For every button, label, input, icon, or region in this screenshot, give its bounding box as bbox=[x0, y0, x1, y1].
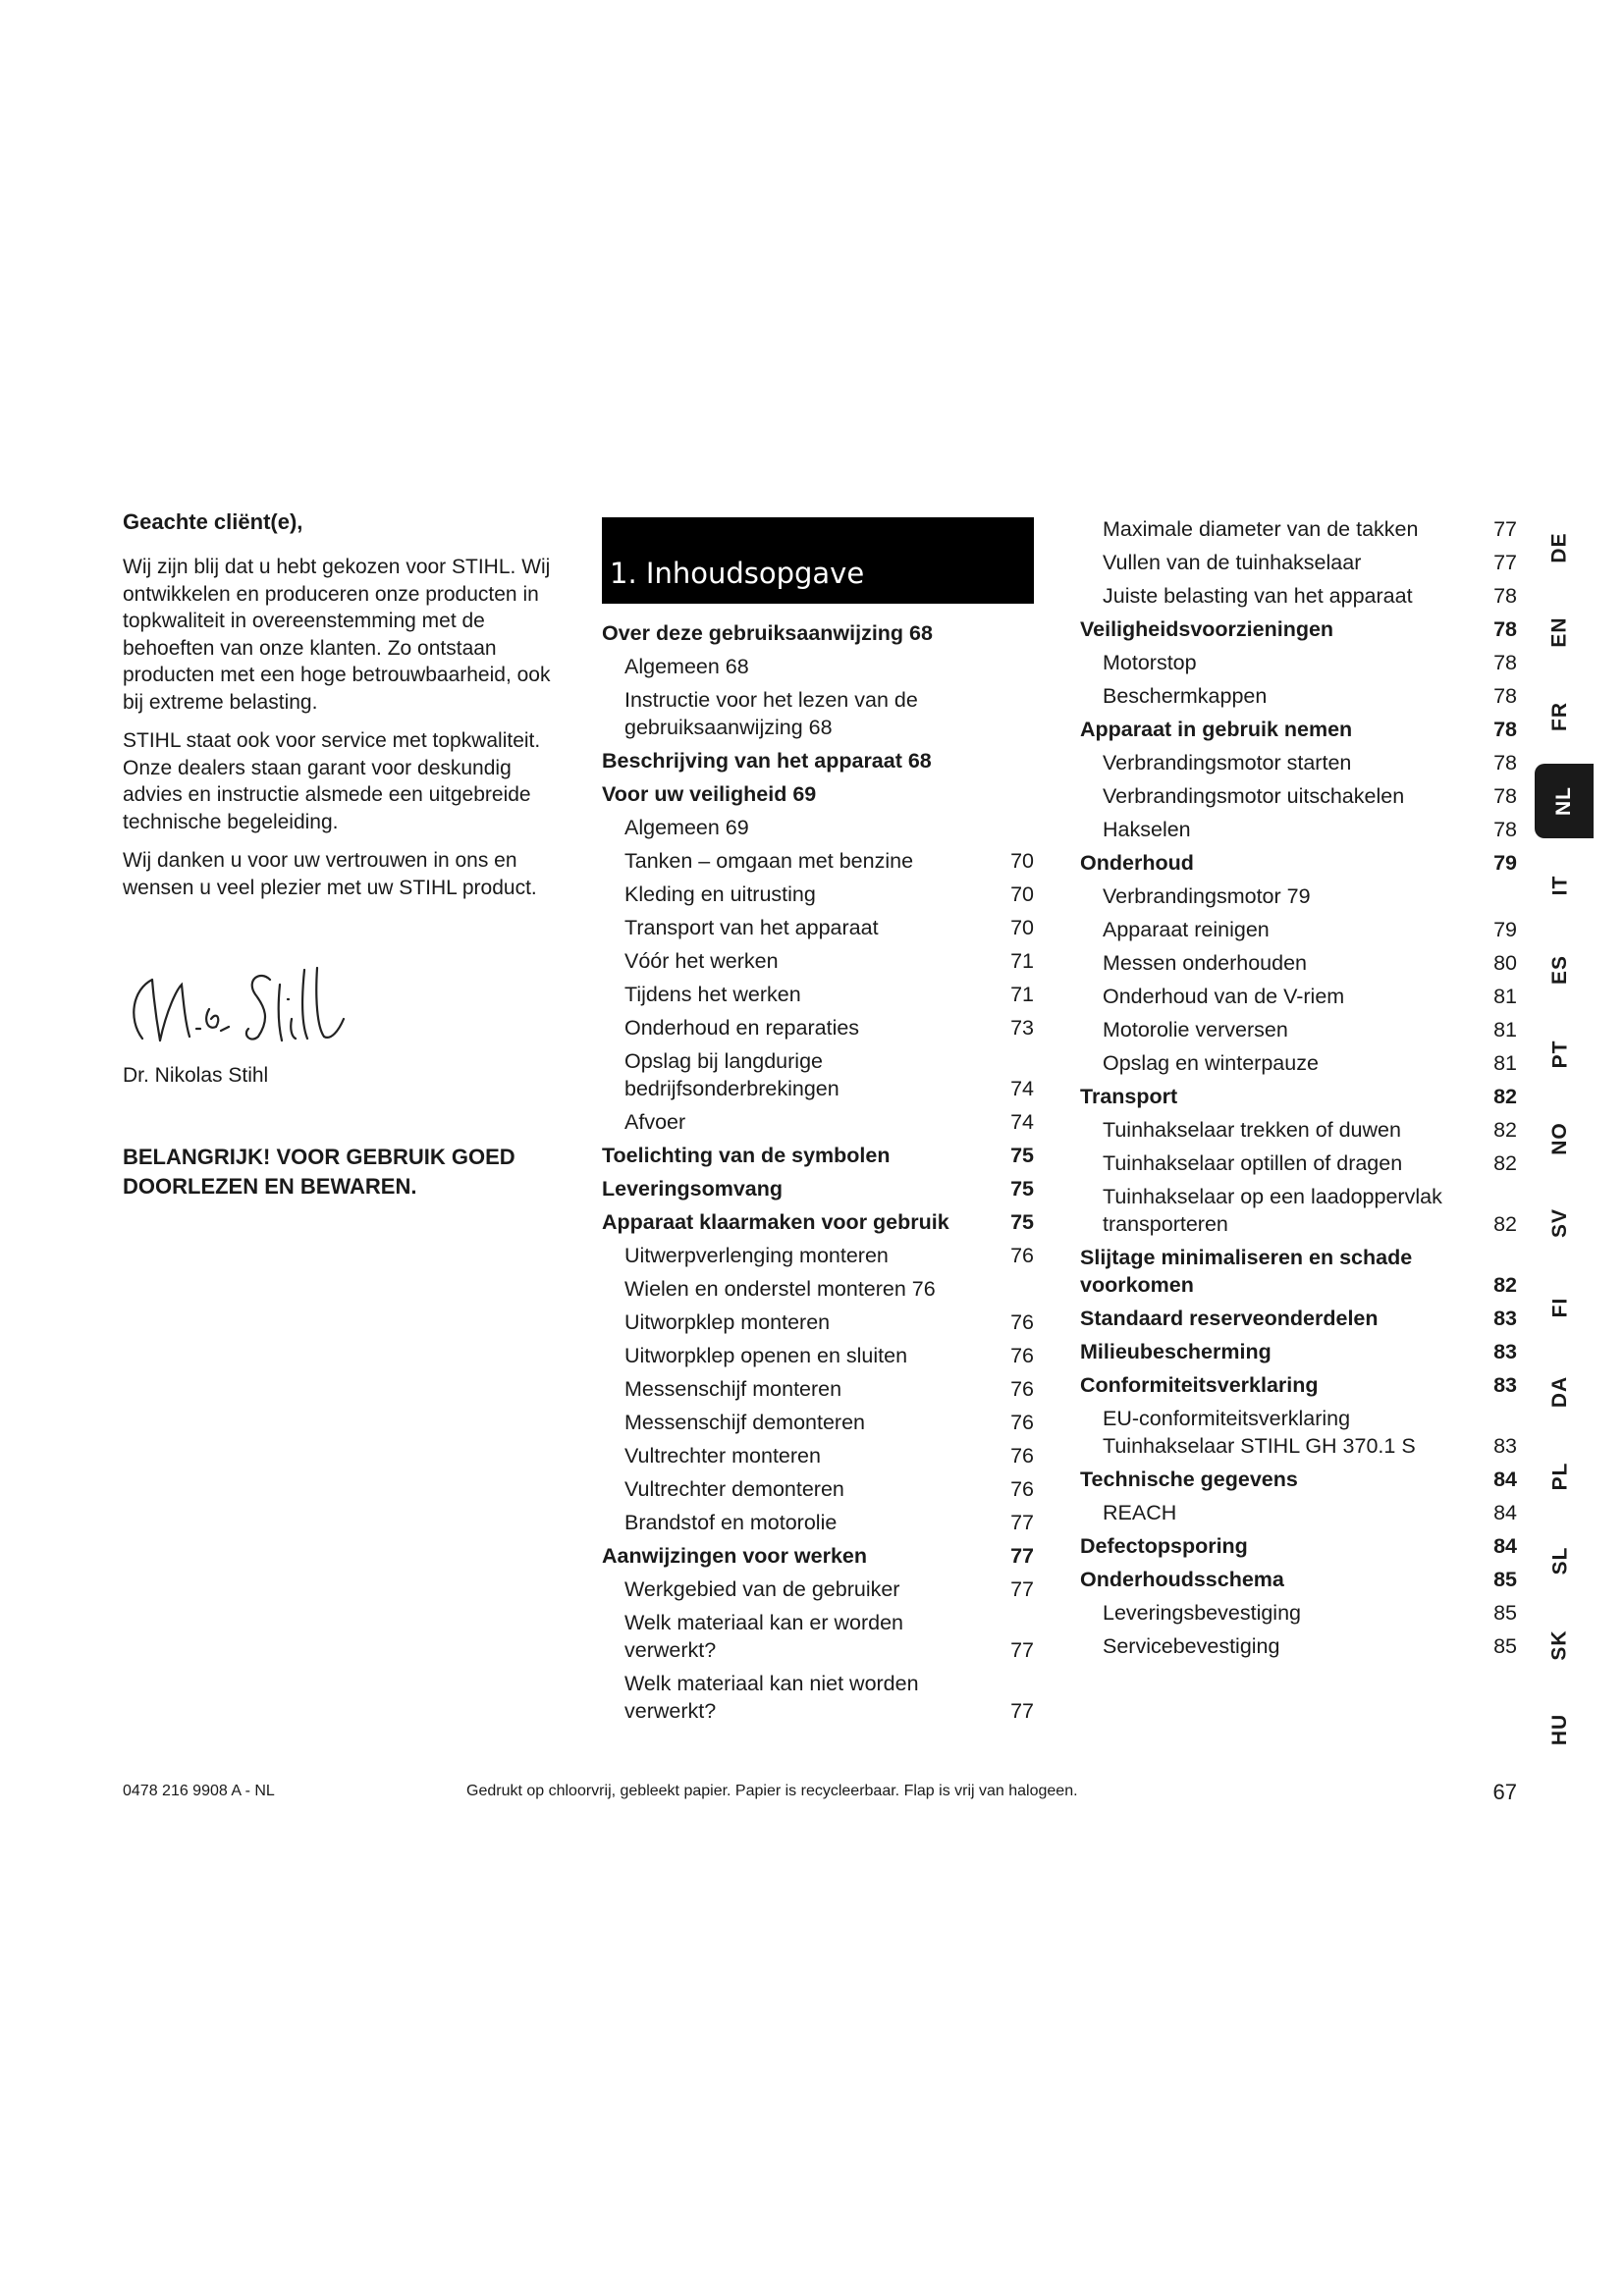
toc-entry bbox=[602, 686, 1034, 741]
toc-entry bbox=[602, 981, 1034, 1008]
language-tab-da bbox=[1535, 1372, 1586, 1412]
toc-entry-title: Beschermkappen bbox=[1103, 684, 1268, 708]
toc-entry-title: Tuinhakselaar op een laadoppervlak transporteren bbox=[1103, 1185, 1442, 1236]
document-code: 0478 216 9908 A - NL bbox=[123, 1783, 275, 1799]
toc-entry-page: 84 bbox=[1493, 1501, 1517, 1524]
toc-entry-title: Tuinhakselaar optillen of dragen bbox=[1103, 1151, 1403, 1175]
toc-entry-title: Leveringsbevestiging bbox=[1103, 1601, 1301, 1625]
warning-line: BELANGRIJK! VOOR GEBRUIK GOED bbox=[123, 1145, 515, 1169]
toc-entry-page: 70 bbox=[1010, 916, 1034, 939]
toc-entry-page: 84 bbox=[1493, 1534, 1517, 1558]
toc-entry-title: Milieubescherming bbox=[1080, 1340, 1272, 1363]
toc-entry bbox=[602, 1475, 1034, 1503]
toc-entry-title: Technische gegevens bbox=[1080, 1468, 1298, 1491]
toc-entry-page: 83 bbox=[1493, 1373, 1517, 1397]
toc-entry-title: Werkgebied van de gebruiker bbox=[624, 1577, 900, 1601]
toc-entry-page: 85 bbox=[1493, 1568, 1517, 1591]
language-tab-label: EN bbox=[1548, 616, 1571, 648]
toc-entry-title: Onderhoud van de V-riem bbox=[1103, 985, 1345, 1008]
language-tab-label: NL bbox=[1552, 786, 1575, 816]
letter-paragraph: Wij zijn blij dat u hebt gekozen voor STIHL. Wij ontwikkelen en produceren onze producten in topkwaliteit in overeenstemming met de behoeften van onze klanten. Zo ontstaan producten met een hoge betrouwbaarheid, ook bij extreme belasting. bbox=[123, 556, 551, 714]
toc-entry-page: 78 bbox=[1493, 684, 1517, 708]
toc-entry bbox=[1080, 916, 1517, 943]
toc-entry bbox=[602, 1142, 1034, 1169]
toc-entry-page: 74 bbox=[1010, 1110, 1034, 1134]
toc-entry-title: Verbrandingsmotor starten bbox=[1103, 751, 1352, 774]
toc-entry bbox=[1080, 582, 1517, 610]
letter-paragraph: STIHL staat ook voor service met topkwaliteit. Onze dealers staan garant voor deskundig advies en instructie alsmede een uitgebreide technische begeleiding. bbox=[123, 729, 541, 833]
toc-entry bbox=[1080, 1183, 1517, 1238]
toc-entry bbox=[1080, 849, 1517, 877]
language-tab-pl bbox=[1535, 1457, 1586, 1496]
toc-entry-page: 75 bbox=[1010, 1210, 1034, 1234]
letter bbox=[123, 508, 565, 1201]
toc-entry bbox=[602, 1108, 1034, 1136]
toc-entry-title: Onderhoudsschema bbox=[1080, 1568, 1284, 1591]
toc-entry bbox=[1080, 816, 1517, 843]
toc-entry-page: 70 bbox=[1010, 849, 1034, 873]
toc-entry bbox=[602, 619, 1034, 647]
page-number: 67 bbox=[1492, 1780, 1517, 1804]
toc-entry-title: Brandstof en motorolie bbox=[624, 1511, 838, 1534]
toc-entry-title: Messen onderhouden bbox=[1103, 951, 1307, 975]
toc-entry bbox=[602, 881, 1034, 908]
toc-entry bbox=[1080, 1371, 1517, 1399]
toc-entry-page: 84 bbox=[1493, 1468, 1517, 1491]
language-tab-label: PT bbox=[1548, 1040, 1571, 1069]
toc-entry bbox=[602, 780, 1034, 808]
language-tab-sv bbox=[1535, 1203, 1586, 1243]
toc-entry bbox=[1080, 949, 1517, 977]
toc-entry-page: 80 bbox=[1493, 951, 1517, 975]
toc-entry-title: Uitworpklep monteren bbox=[624, 1310, 831, 1334]
toc-entry-title: Instructie voor het lezen van de gebruiksaanwijzing 68 bbox=[624, 688, 918, 739]
toc-entry-page: 78 bbox=[1493, 784, 1517, 808]
toc-column-middle bbox=[602, 619, 1034, 1731]
toc-entry bbox=[1080, 615, 1517, 643]
toc-entry bbox=[1080, 1566, 1517, 1593]
signature bbox=[123, 950, 378, 1053]
toc-entry-page: 77 bbox=[1493, 551, 1517, 574]
greeting: Geachte cliënt(e), bbox=[123, 509, 303, 534]
toc-entry bbox=[602, 1014, 1034, 1041]
toc-entry bbox=[602, 1542, 1034, 1570]
toc-entry bbox=[1080, 1116, 1517, 1144]
toc-entry-title: Wielen en onderstel monteren 76 bbox=[624, 1277, 936, 1301]
toc-entry-page: 79 bbox=[1493, 851, 1517, 875]
toc-entry-title: Servicebevestiging bbox=[1103, 1634, 1280, 1658]
toc-entry-title: Veiligheidsvoorzieningen bbox=[1080, 617, 1334, 641]
signer-name: Dr. Nikolas Stihl bbox=[123, 1064, 269, 1087]
toc-entry-page: 76 bbox=[1010, 1411, 1034, 1434]
toc-entry bbox=[602, 1375, 1034, 1403]
language-tab-de bbox=[1535, 528, 1586, 567]
toc-entry bbox=[602, 1242, 1034, 1269]
toc-entry bbox=[1080, 1599, 1517, 1627]
toc-entry-title: Vultrechter monteren bbox=[624, 1444, 821, 1468]
toc-entry-title: REACH bbox=[1103, 1501, 1177, 1524]
toc-entry-title: Slijtage minimaliseren en schade voorkomen bbox=[1080, 1246, 1413, 1297]
toc-entry-title: Tanken – omgaan met benzine bbox=[624, 849, 914, 873]
toc-entry bbox=[1080, 1244, 1517, 1299]
toc-entry-title: Verbrandingsmotor 79 bbox=[1103, 884, 1311, 908]
toc-entry-page: 78 bbox=[1493, 584, 1517, 608]
toc-entry bbox=[1080, 1305, 1517, 1332]
toc-entry-title: Tijdens het werken bbox=[624, 983, 801, 1006]
toc-entry bbox=[1080, 1466, 1517, 1493]
language-tab-label: DE bbox=[1548, 532, 1571, 563]
toc-entry-title: Messenschijf monteren bbox=[624, 1377, 842, 1401]
toc-entry-page: 76 bbox=[1010, 1477, 1034, 1501]
toc-entry-title: Opslag en winterpauze bbox=[1103, 1051, 1319, 1075]
toc-entry-page: 77 bbox=[1010, 1699, 1034, 1723]
language-tab-hu bbox=[1535, 1710, 1586, 1749]
language-tab-label: SV bbox=[1547, 1207, 1571, 1239]
toc-entry-page: 79 bbox=[1493, 918, 1517, 941]
toc-entry-title: Kleding en uitrusting bbox=[624, 882, 816, 906]
toc-entry-page: 78 bbox=[1493, 818, 1517, 841]
toc-entry bbox=[602, 1575, 1034, 1603]
toc-entry-title: Apparaat in gebruik nemen bbox=[1080, 718, 1353, 741]
toc-entry-title: Onderhoud en reparaties bbox=[624, 1016, 860, 1040]
language-tab-fi bbox=[1535, 1288, 1586, 1327]
warning-notice bbox=[123, 1143, 565, 1201]
language-tab-es bbox=[1535, 950, 1586, 989]
toc-entry-page: 76 bbox=[1010, 1344, 1034, 1367]
toc-entry-page: 77 bbox=[1010, 1638, 1034, 1662]
toc-entry-page: 82 bbox=[1493, 1085, 1517, 1108]
toc-entry-page: 82 bbox=[1493, 1273, 1517, 1297]
toc-entry bbox=[602, 947, 1034, 975]
language-tab-no bbox=[1535, 1119, 1586, 1158]
toc-entry bbox=[1080, 782, 1517, 810]
toc-entry-title: Algemeen 68 bbox=[624, 655, 749, 678]
toc-entry-title: Apparaat klaarmaken voor gebruik bbox=[602, 1210, 949, 1234]
language-tab-label: IT bbox=[1547, 875, 1571, 896]
toc-entry-title: Maximale diameter van de takken bbox=[1103, 517, 1419, 541]
toc-entry-page: 78 bbox=[1493, 718, 1517, 741]
toc-entry-page: 76 bbox=[1010, 1244, 1034, 1267]
toc-entry bbox=[1080, 716, 1517, 743]
toc-entry bbox=[1080, 515, 1517, 543]
toc-entry-page: 78 bbox=[1493, 751, 1517, 774]
toc-entry bbox=[602, 1509, 1034, 1536]
toc-entry-page: 77 bbox=[1010, 1577, 1034, 1601]
footer bbox=[123, 1780, 1517, 1806]
toc-entry bbox=[1080, 1149, 1517, 1177]
warning-line: DOORLEZEN EN BEWAREN. bbox=[123, 1174, 417, 1199]
toc-entry-title: Apparaat reinigen bbox=[1103, 918, 1270, 941]
toc-entry-title: Leveringsomvang bbox=[602, 1177, 783, 1201]
toc-entry-title: Transport van het apparaat bbox=[624, 916, 879, 939]
toc-entry bbox=[1080, 749, 1517, 776]
toc-entry-page: 76 bbox=[1010, 1377, 1034, 1401]
toc-entry-page: 77 bbox=[1010, 1511, 1034, 1534]
toc-entry-page: 76 bbox=[1010, 1444, 1034, 1468]
toc-entry-page: 76 bbox=[1010, 1310, 1034, 1334]
toc-entry-page: 74 bbox=[1010, 1077, 1034, 1100]
toc-entry bbox=[602, 1609, 1034, 1664]
toc-entry bbox=[602, 1442, 1034, 1469]
toc-entry-page: 82 bbox=[1493, 1212, 1517, 1236]
toc-entry-page: 82 bbox=[1493, 1118, 1517, 1142]
toc-entry-page: 83 bbox=[1493, 1307, 1517, 1330]
toc-entry bbox=[602, 1409, 1034, 1436]
language-tab-en bbox=[1535, 613, 1586, 652]
toc-entry-page: 81 bbox=[1493, 1018, 1517, 1041]
toc-entry-title: Welk materiaal kan niet worden verwerkt? bbox=[624, 1672, 919, 1723]
toc-entry bbox=[1080, 549, 1517, 576]
toc-entry bbox=[602, 1308, 1034, 1336]
language-tab-label: ES bbox=[1547, 954, 1571, 986]
toc-entry bbox=[1080, 1338, 1517, 1365]
toc-entry-page: 75 bbox=[1010, 1177, 1034, 1201]
language-tab-it bbox=[1535, 866, 1586, 905]
toc-entry bbox=[602, 1047, 1034, 1102]
toc-entry-page: 85 bbox=[1493, 1634, 1517, 1658]
toc-entry-page: 81 bbox=[1493, 985, 1517, 1008]
toc-entry-page: 70 bbox=[1010, 882, 1034, 906]
letter-paragraph: Wij danken u voor uw vertrouwen in ons en wensen u veel plezier met uw STIHL product. bbox=[123, 849, 537, 899]
toc-entry bbox=[602, 1670, 1034, 1725]
toc-entry-title: Motorstop bbox=[1103, 651, 1197, 674]
toc-entry-title: Vóór het werken bbox=[624, 949, 779, 973]
toc-entry-title: Defectopsporing bbox=[1080, 1534, 1248, 1558]
toc-entry-page: 83 bbox=[1493, 1434, 1517, 1458]
toc-entry-title: Vullen van de tuinhakselaar bbox=[1103, 551, 1362, 574]
language-tab-label: SK bbox=[1548, 1629, 1571, 1661]
toc-entry-title: Over deze gebruiksaanwijzing 68 bbox=[602, 621, 933, 645]
toc-entry bbox=[1080, 983, 1517, 1010]
language-tab-pt bbox=[1535, 1035, 1586, 1074]
toc-entry bbox=[602, 1342, 1034, 1369]
language-tab-sl bbox=[1535, 1541, 1586, 1580]
toc-entry-title: Uitwerpverlenging monteren bbox=[624, 1244, 889, 1267]
toc-entry-page: 78 bbox=[1493, 651, 1517, 674]
toc-entry bbox=[1080, 682, 1517, 710]
toc-entry-title: Messenschijf demonteren bbox=[624, 1411, 865, 1434]
toc-entry bbox=[602, 847, 1034, 875]
toc-entry-page: 82 bbox=[1493, 1151, 1517, 1175]
toc-entry bbox=[602, 653, 1034, 680]
toc-entry-page: 83 bbox=[1493, 1340, 1517, 1363]
language-tab-label: HU bbox=[1548, 1713, 1571, 1746]
toc-entry-page: 77 bbox=[1010, 1544, 1034, 1568]
toc-entry-page: 73 bbox=[1010, 1016, 1034, 1040]
toc-entry bbox=[1080, 1532, 1517, 1560]
toc-entry bbox=[602, 914, 1034, 941]
toc-entry-title: Aanwijzingen voor werken bbox=[602, 1544, 867, 1568]
toc-entry bbox=[1080, 1405, 1517, 1460]
toc-entry-title: Beschrijving van het apparaat 68 bbox=[602, 749, 932, 773]
toc-entry-title: Hakselen bbox=[1103, 818, 1191, 841]
language-tab-label: SL bbox=[1548, 1546, 1571, 1575]
toc-entry-title: Algemeen 69 bbox=[624, 816, 749, 839]
toc-entry-page: 71 bbox=[1010, 983, 1034, 1006]
toc-entry-title: Opslag bij langdurige bedrijfsonderbrekingen bbox=[624, 1049, 839, 1100]
toc-entry-page: 85 bbox=[1493, 1601, 1517, 1625]
toc-entry bbox=[1080, 1632, 1517, 1660]
toc-entry-page: 75 bbox=[1010, 1144, 1034, 1167]
toc-entry bbox=[602, 814, 1034, 841]
toc-entry-title: Verbrandingsmotor uitschakelen bbox=[1103, 784, 1405, 808]
toc-entry-title: Transport bbox=[1080, 1085, 1178, 1108]
language-tab-label: FR bbox=[1548, 702, 1571, 731]
toc-entry bbox=[602, 747, 1034, 774]
language-tab-nl bbox=[1535, 764, 1594, 838]
toc-entry bbox=[1080, 882, 1517, 910]
toc-entry bbox=[1080, 1083, 1517, 1110]
language-tab-label: NO bbox=[1548, 1122, 1571, 1155]
toc-entry-title: Onderhoud bbox=[1080, 851, 1194, 875]
toc-entry-page: 77 bbox=[1493, 517, 1517, 541]
toc-title: 1. Inhoudsopgave bbox=[602, 517, 1034, 604]
toc-entry-page: 78 bbox=[1493, 617, 1517, 641]
language-tabs bbox=[1535, 510, 1586, 1777]
toc-entry bbox=[1080, 1016, 1517, 1043]
language-tab-label: FI bbox=[1547, 1297, 1571, 1318]
language-tab-label: DA bbox=[1548, 1375, 1571, 1409]
toc-entry-title: Voor uw veiligheid 69 bbox=[602, 782, 817, 806]
toc-column-right bbox=[1080, 515, 1517, 1666]
toc-entry-title: Welk materiaal kan er worden verwerkt? bbox=[624, 1611, 904, 1662]
toc-entry-title: Standaard reserveonderdelen bbox=[1080, 1307, 1379, 1330]
toc-entry-title: Toelichting van de symbolen bbox=[602, 1144, 891, 1167]
language-tab-label: PL bbox=[1548, 1462, 1571, 1491]
toc-entry bbox=[1080, 1049, 1517, 1077]
language-tab-sk bbox=[1535, 1626, 1586, 1665]
toc-entry-title: Afvoer bbox=[624, 1110, 686, 1134]
toc-entry bbox=[1080, 649, 1517, 676]
toc-entry-title: EU-conformiteitsverklaring Tuinhakselaar STIHL GH 370.1 S bbox=[1103, 1407, 1416, 1458]
toc-entry-title: Conformiteitsverklaring bbox=[1080, 1373, 1319, 1397]
toc-entry-page: 71 bbox=[1010, 949, 1034, 973]
toc-entry-page: 81 bbox=[1493, 1051, 1517, 1075]
language-tab-fr bbox=[1535, 697, 1586, 736]
toc-entry-title: Motorolie verversen bbox=[1103, 1018, 1288, 1041]
toc-entry-title: Vultrechter demonteren bbox=[624, 1477, 844, 1501]
toc-entry-title: Juiste belasting van het apparaat bbox=[1103, 584, 1413, 608]
toc-entry bbox=[1080, 1499, 1517, 1526]
toc-entry-title: Uitworpklep openen en sluiten bbox=[624, 1344, 908, 1367]
toc-entry bbox=[602, 1275, 1034, 1303]
paper-note: Gedrukt op chloorvrij, gebleekt papier. Papier is recycleerbaar. Flap is vrij van halogeen. bbox=[466, 1783, 1078, 1799]
toc-entry-title: Tuinhakselaar trekken of duwen bbox=[1103, 1118, 1401, 1142]
toc-entry bbox=[602, 1208, 1034, 1236]
toc-entry bbox=[602, 1175, 1034, 1202]
